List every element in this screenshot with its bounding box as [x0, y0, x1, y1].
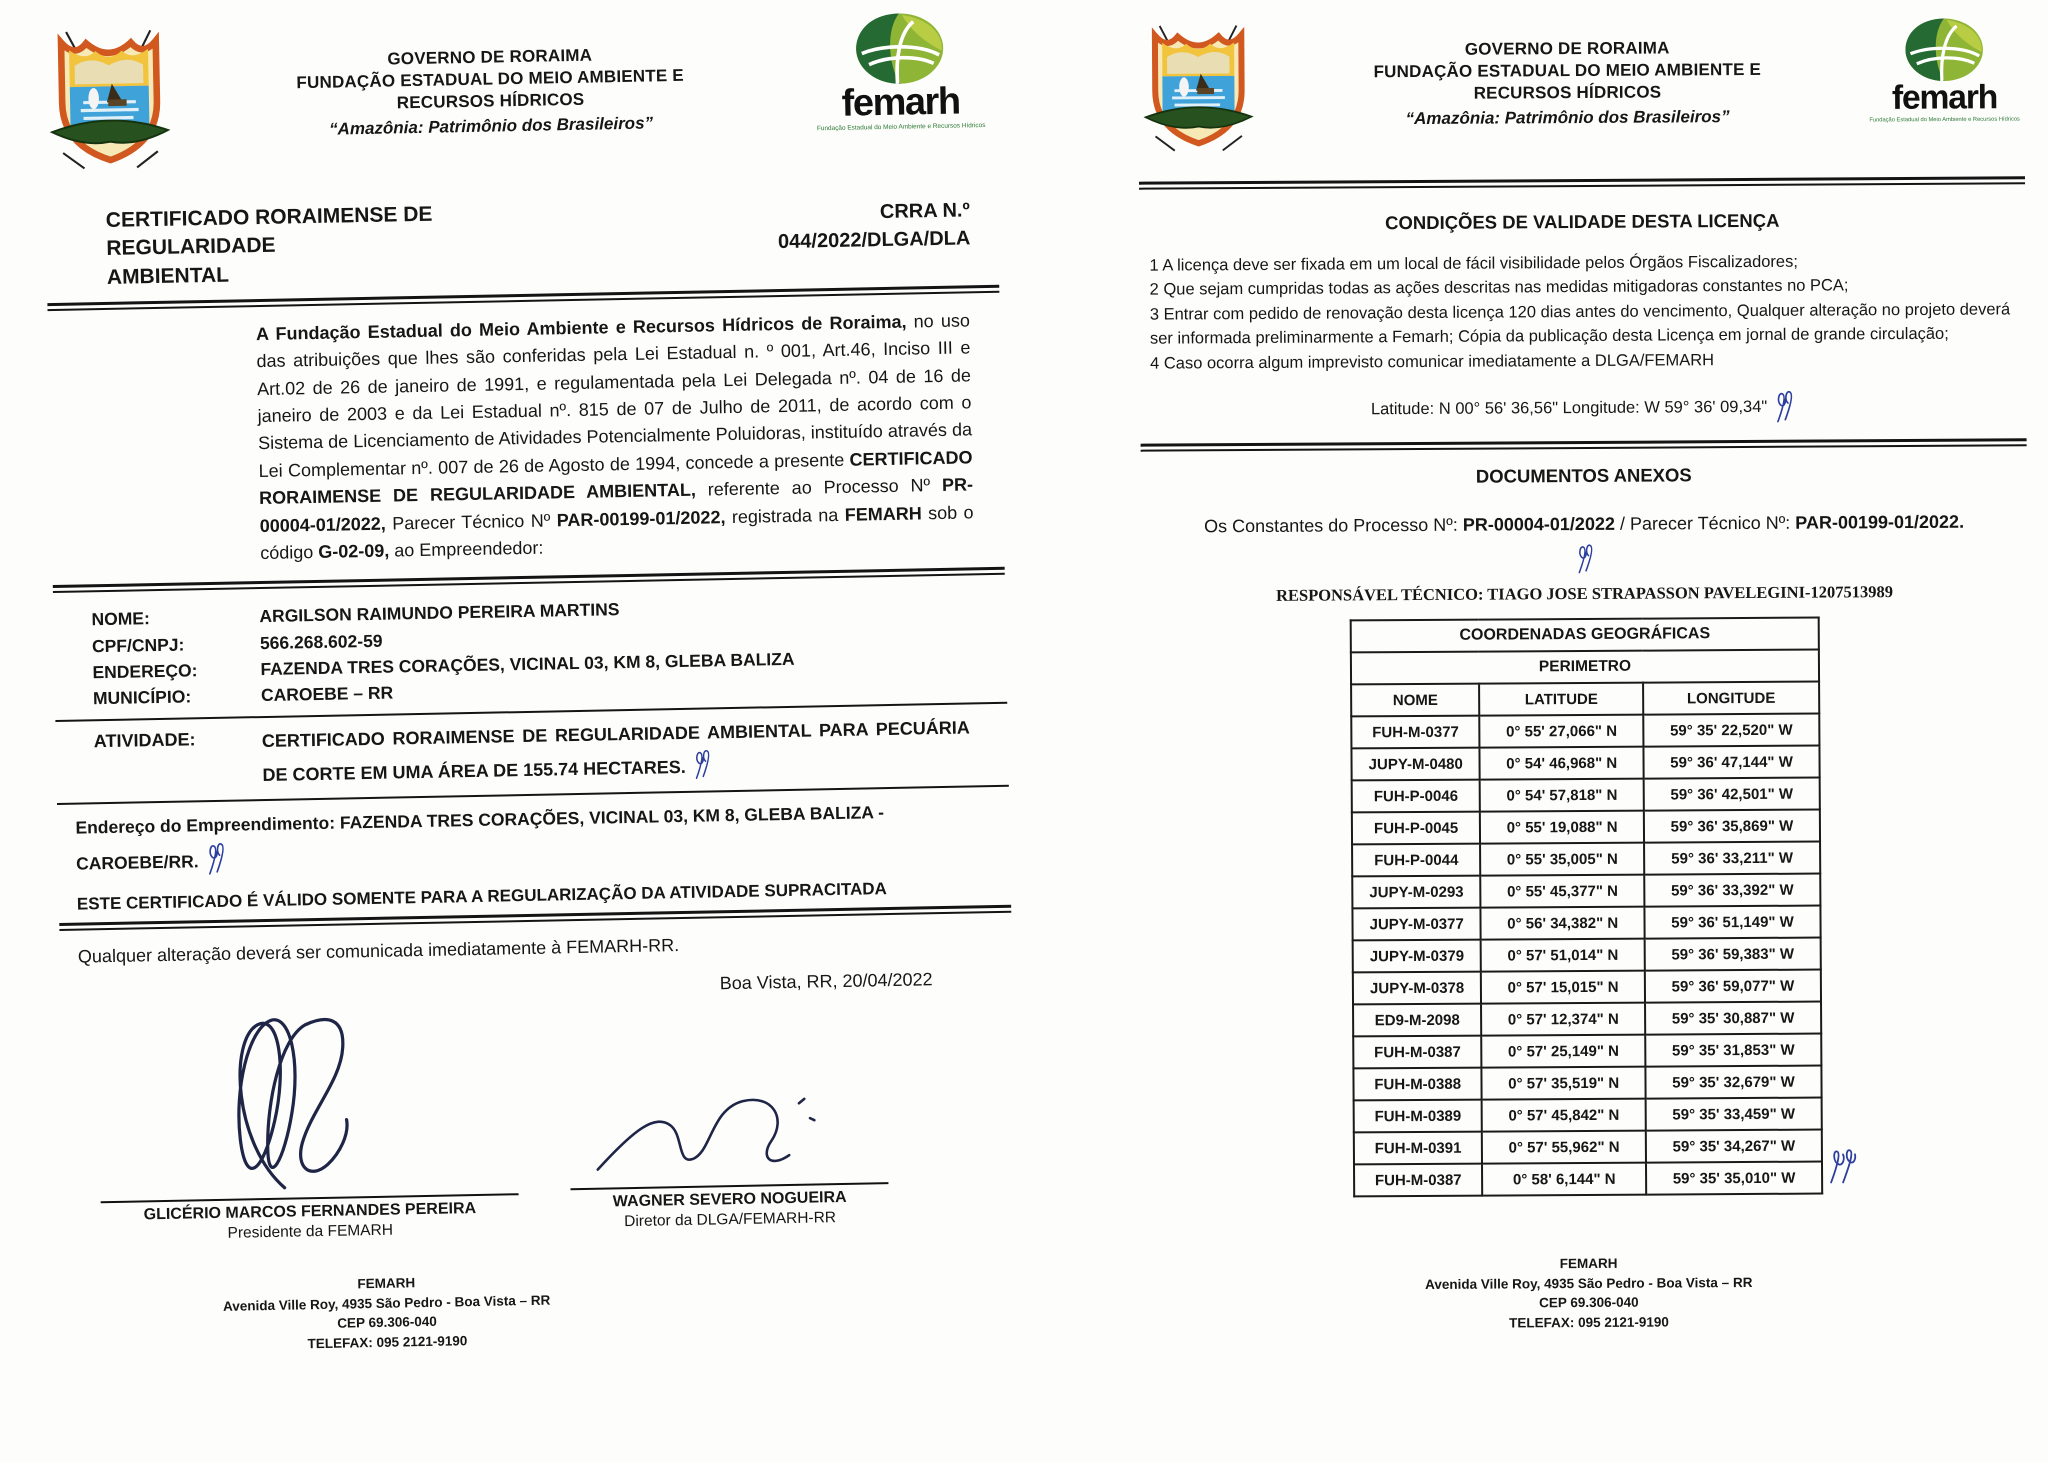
divider: [53, 567, 1005, 593]
cell-longitude: 59° 35' 31,853" W: [1645, 1034, 1821, 1067]
cell-longitude: 59° 36' 59,383" W: [1645, 938, 1821, 971]
atividade-row: [94, 714, 989, 794]
col-header-latitude: LATITUDE: [1479, 683, 1643, 716]
footer-line: Avenida Ville Roy, 4935 São Pedro - Boa Vista – RR: [1424, 1274, 1753, 1292]
cell-longitude: 59° 36' 35,869" W: [1644, 810, 1820, 843]
conditions-title: CONDIÇÕES DE VALIDADE DESTA LICENÇA: [1384, 209, 1780, 234]
org-line: RECURSOS HÍDRICOS: [1473, 82, 1662, 103]
field-value: 566.268.602-59: [259, 630, 383, 653]
crra-number-block: [777, 190, 980, 256]
field-label: CPF/CNPJ:: [91, 634, 185, 656]
cell-latitude: 0° 57' 25,149" N: [1482, 1035, 1646, 1068]
field-label: MUNICÍPIO:: [92, 686, 192, 709]
page-header: [1138, 15, 2025, 163]
condition-item: 2 Que sejam cumpridas todas as ações descritas nas medidas mitigadoras constantes no PCA;: [1149, 276, 1849, 300]
cell-nome: FUH-P-0045: [1352, 812, 1481, 845]
title-line: AMBIENTAL: [106, 263, 230, 289]
cell-longitude: 59° 36' 33,392" W: [1644, 874, 1820, 907]
cell-nome: JUPY-M-0377: [1352, 908, 1481, 941]
table-row: [1353, 1002, 1821, 1037]
femarh-logo-icon: [804, 9, 997, 150]
footer-line: TELEFAX: 095 2121-9190: [307, 1332, 468, 1351]
cell-latitude: 0° 55' 27,066" N: [1480, 715, 1644, 748]
table-row: [1353, 938, 1821, 973]
coordinates-table-wrap: [1350, 617, 1824, 1198]
roraima-coat-of-arms-icon: [42, 25, 177, 183]
cell-latitude: 0° 54' 57,818" N: [1480, 779, 1644, 812]
cell-longitude: 59° 35' 30,887" W: [1645, 1002, 1821, 1035]
table-row: [1352, 810, 1820, 845]
table-title: COORDENADAS GEOGRÁFICAS: [1351, 618, 1819, 653]
table-row: [1352, 874, 1820, 909]
svg-text:Fundação Estadual do Meio Ambi: Fundação Estadual do Meio Ambiente e Recursos Hídricos: [816, 122, 986, 133]
certificate-page: [42, 9, 1019, 1358]
svg-text:femarh: femarh: [1891, 78, 1998, 117]
table-row: [1352, 906, 1820, 941]
cell-nome: JUPY-M-0480: [1351, 748, 1480, 781]
title-line: REGULARIDADE: [106, 234, 276, 261]
cell-latitude: 0° 55' 45,377" N: [1481, 875, 1645, 908]
divider: [1141, 438, 2027, 451]
footer-line: FEMARH: [357, 1275, 416, 1292]
conditions-list: [1149, 248, 2018, 375]
coordinates-line: Latitude: N 00° 56' 36,56" Longitude: W 59° 36' 09,34": [1140, 386, 2026, 429]
signer-name: WAGNER SEVERO NOGUEIRA: [612, 1188, 847, 1211]
conditions-page: [1138, 15, 2032, 1335]
org-name: [175, 41, 806, 119]
cell-latitude: 0° 58' 6,144" N: [1482, 1163, 1646, 1196]
org-motto: “Amazônia: Patrimônio dos Brasileiros”: [328, 113, 654, 139]
signature-ink-director: [587, 1070, 869, 1183]
handwritten-initials: [1772, 388, 1796, 426]
femarh-logo-icon: [1864, 15, 2025, 139]
certificate-body-paragraph: A Fundação Estadual do Meio Ambiente e Recursos Hídricos de Roraima, no uso das atribuições que lhes são conferidas pela Lei Estadual n. º 001, Art.46, Inciso III e Art.02 de 26 de janeiro de 1991, e regulamentada pela Lei Delegada nº. 04 de 16 de janeiro de 2003 e da Lei Estadual nº. 815 de 07 de Julho de 2011, de acordo com o Sistema de Licenciamento de Atividades Potencialmente Poluidoras, instituído através da Lei Complementar nº. 007 de 26 de Agosto de 1994, concede a presente CERTIFICADO RORAIMENSE DE REGULARIDADE AMBIENTAL, referente ao Processo Nº PR-00004-01/2022, Parecer Técnico Nº PAR-00199-01/2022, registrada na FEMARH sob o código G-02-09, ao Empreendedor:: [255, 310, 974, 563]
condition-item: 4 Caso ocorra algum imprevisto comunicar imediatamente a DLGA/FEMARH: [1150, 350, 1715, 373]
org-line: GOVERNO DE RORAIMA: [387, 45, 593, 69]
cell-latitude: 0° 57' 55,962" N: [1482, 1131, 1646, 1164]
coordinates-table: [1350, 617, 1824, 1198]
table-header-row: [1351, 682, 1819, 717]
org-line: RECURSOS HÍDRICOS: [396, 89, 585, 113]
cell-longitude: 59° 36' 33,211" W: [1644, 842, 1820, 875]
condition-item: 3 Entrar com pedido de renovação desta licença 120 dias antes do vencimento, Qualquer alteração no projeto deverá ser informada preliminarmente a Femarh; Cópia da publicação desta Licença em jornal de grande circulação;: [1149, 300, 2011, 348]
org-motto: “Amazônia: Patrimônio dos Brasileiros”: [1405, 107, 1730, 129]
cell-latitude: 0° 55' 35,005" N: [1480, 843, 1644, 876]
cell-longitude: 59° 36' 51,149" W: [1644, 906, 1820, 939]
footer-line: Avenida Ville Roy, 4935 São Pedro - Boa Vista – RR: [222, 1292, 551, 1314]
handwritten-initials: [203, 838, 228, 878]
table-row: [1353, 970, 1821, 1005]
field-label: ATIVIDADE:: [93, 729, 196, 752]
handwritten-initials: [690, 747, 713, 783]
footer-line: CEP 69.306-040: [1539, 1295, 1639, 1311]
title-line: CERTIFICADO RORAIMENSE DE: [105, 202, 433, 232]
svg-text:Fundação Estadual do Meio Ambi: Fundação Estadual do Meio Ambiente e Recursos Hídricos: [1869, 116, 2020, 124]
cell-latitude: 0° 57' 45,842" N: [1482, 1099, 1646, 1132]
handwritten-initials: [1573, 542, 1595, 576]
table-row: [1353, 1034, 1821, 1069]
cell-longitude: 59° 36' 42,501" W: [1644, 778, 1820, 811]
cell-longitude: 59° 35' 34,267" W: [1646, 1130, 1822, 1163]
field-value: FAZENDA TRES CORAÇÕES, VICINAL 03, KM 8, GLEBA BALIZA: [260, 648, 795, 679]
org-line: FUNDAÇÃO ESTADUAL DO MEIO AMBIENTE E: [1373, 59, 1762, 82]
col-header-nome: NOME: [1351, 684, 1480, 717]
field-label: NOME:: [91, 608, 150, 630]
signature-block-director: [561, 995, 895, 1236]
table-row: [1353, 1066, 1821, 1101]
cell-nome: FUH-M-0388: [1353, 1068, 1482, 1101]
annex-title: DOCUMENTOS ANEXOS: [1475, 464, 1692, 487]
field-label: ENDEREÇO:: [92, 660, 198, 683]
validade-statement: ESTE CERTIFICADO É VÁLIDO SOMENTE PARA A REGULARIZAÇÃO DA ATIVIDADE SUPRACITADA: [76, 878, 888, 914]
cell-longitude: 59° 35' 33,459" W: [1646, 1098, 1822, 1131]
divider: [1139, 176, 2025, 189]
table-subtitle: PERIMETRO: [1351, 650, 1819, 685]
page-header: [42, 9, 997, 182]
cell-nome: JUPY-M-0378: [1353, 972, 1482, 1005]
page-footer: [1269, 1252, 1909, 1334]
table-row: [1351, 746, 1819, 781]
cell-latitude: 0° 54' 46,968" N: [1480, 747, 1644, 780]
footer-line: TELEFAX: 095 2121-9190: [1509, 1314, 1669, 1331]
field-value: ARGILSON RAIMUNDO PEREIRA MARTINS: [259, 599, 620, 627]
table-row: [1354, 1162, 1822, 1197]
handwritten-initials: [1827, 1145, 1857, 1189]
field-value: CAROEBE – RR: [260, 682, 394, 706]
cell-latitude: 0° 57' 12,374" N: [1481, 1003, 1645, 1036]
cell-latitude: 0° 55' 19,088" N: [1480, 811, 1644, 844]
cell-longitude: 59° 35' 32,679" W: [1645, 1066, 1821, 1099]
signer-role: Presidente da FEMARH: [227, 1221, 394, 1242]
table-row: [1352, 778, 1820, 813]
cell-nome: FUH-P-0044: [1352, 844, 1481, 877]
signature-ink-president: [156, 1003, 460, 1195]
technical-responsible: RESPONSÁVEL TÉCNICO: TIAGO JOSE STRAPASSON PAVELEGINI-1207513989: [1276, 582, 1894, 606]
atividade-value: CERTIFICADO RORAIMENSE DE REGULARIDADE AMBIENTAL PARA PECUÁRIA DE CORTE EM UMA ÁREA DE 155.74 HECTARES.: [261, 717, 970, 786]
cell-nome: ED9-M-2098: [1353, 1004, 1482, 1037]
table-row: [1354, 1130, 1822, 1165]
cell-longitude: 59° 36' 59,077" W: [1645, 970, 1821, 1003]
cell-nome: FUH-M-0391: [1354, 1132, 1483, 1165]
table-row: [1352, 842, 1820, 877]
cell-nome: JUPY-M-0379: [1353, 940, 1482, 973]
signer-name: GLICÉRIO MARCOS FERNANDES PEREIRA: [143, 1200, 477, 1224]
date-line: Boa Vista, RR, 20/04/2022: [719, 969, 933, 994]
signer-role: Diretor da DLGA/FEMARH-RR: [624, 1209, 837, 1231]
processo-line: Os Constantes do Processo Nº: PR-00004-01/2022 / Parecer Técnico Nº: PAR-00199-01/2022.: [1201, 505, 1967, 579]
org-name: [1270, 36, 1864, 106]
cell-longitude: 59° 35' 35,010" W: [1646, 1162, 1822, 1195]
org-line: GOVERNO DE RORAIMA: [1464, 38, 1670, 59]
cell-nome: FUH-M-0387: [1353, 1036, 1482, 1069]
alteration-note: Qualquer alteração deverá ser comunicada imediatamente à FEMARH-RR.: [77, 935, 680, 967]
crra-number: 044/2022/DLGA/DLA: [777, 227, 971, 254]
signatures: [91, 993, 1017, 1246]
svg-text:femarh: femarh: [841, 80, 961, 125]
crra-label: CRRA N.º: [879, 199, 970, 224]
cell-latitude: 0° 57' 35,519" N: [1482, 1067, 1646, 1100]
footer-line: CEP 69.306-040: [337, 1313, 437, 1331]
cell-nome: FUH-P-0046: [1352, 780, 1481, 813]
cell-nome: FUH-M-0387: [1354, 1164, 1483, 1197]
roraima-coat-of-arms-icon: [1138, 20, 1271, 164]
cell-nome: FUH-M-0389: [1354, 1100, 1483, 1133]
cell-latitude: 0° 57' 51,014" N: [1481, 939, 1645, 972]
document-title: [106, 201, 434, 292]
org-line: FUNDAÇÃO ESTADUAL DO MEIO AMBIENTE E: [296, 65, 685, 93]
cell-latitude: 0° 57' 15,015" N: [1481, 971, 1645, 1004]
cell-nome: JUPY-M-0293: [1352, 876, 1481, 909]
signature-block-president: [91, 1002, 525, 1245]
table-row: [1354, 1098, 1822, 1133]
condition-item: 1 A licença deve ser fixada em um local de fácil visibilidade pelos Órgãos Fiscalizadores;: [1149, 252, 1798, 275]
cell-nome: FUH-M-0377: [1351, 716, 1480, 749]
footer-line: FEMARH: [1559, 1256, 1618, 1272]
cell-longitude: 59° 35' 22,520" W: [1643, 714, 1819, 747]
cell-longitude: 59° 36' 47,144" W: [1643, 746, 1819, 779]
endereco-empreendimento: Endereço do Empreendimento: FAZENDA TRES CORAÇÕES, VICINAL 03, KM 8, GLEBA BALIZA - CAROEBE/RR.: [75, 797, 990, 881]
cell-latitude: 0° 56' 34,382" N: [1481, 907, 1645, 940]
table-row: [1351, 714, 1819, 749]
entrepreneur-fields: [91, 589, 987, 711]
page-footer: [66, 1268, 707, 1359]
col-header-longitude: LONGITUDE: [1643, 682, 1819, 715]
